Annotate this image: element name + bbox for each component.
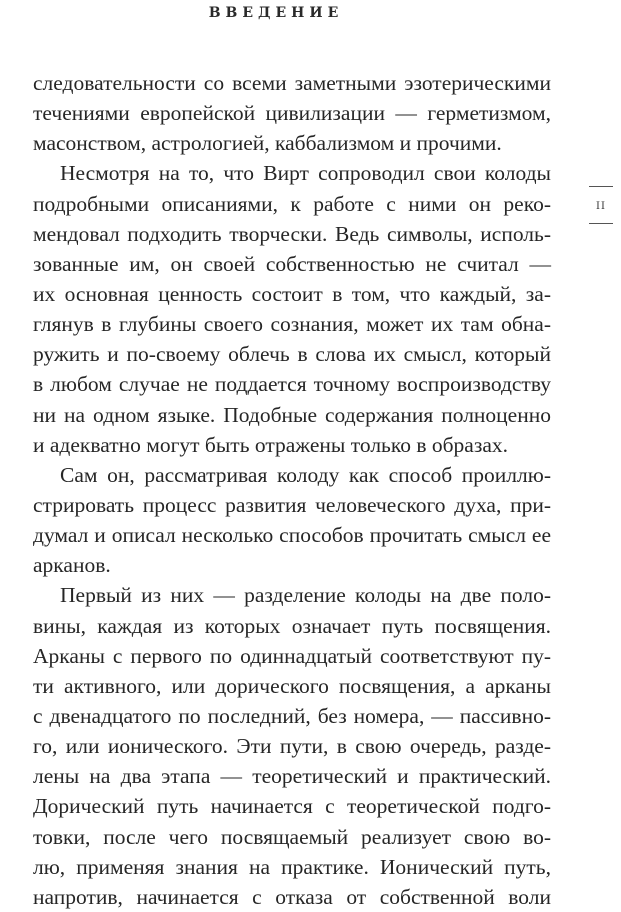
- text-line: глянув в глубины своего сознания, может их там обна-: [33, 312, 551, 337]
- text-line: ти активного, или дорического посвящения, а арканы: [33, 673, 551, 698]
- text-line: напротив, начинается с отказа от собственной воли: [33, 884, 551, 909]
- page-number-rule-bottom: [589, 223, 613, 224]
- text-line: го, или ионического. Эти пути, в свою очередь, разде-: [33, 734, 551, 759]
- running-header: ВВЕДЕНИЕ: [208, 5, 344, 21]
- text-line: следовательности со всеми заметными эзотерическими: [33, 71, 551, 95]
- text-line: лены на два этапа — теоретический и практический.: [33, 764, 551, 789]
- text-line: и адекватно могут быть отражены только в образах.: [33, 432, 509, 457]
- text-line: их основная ценность состоит в том, что каждый, за-: [33, 281, 551, 306]
- text-line: Арканы с первого по одиннадцатый соответствуют пу-: [33, 643, 551, 668]
- body-text: [33, 68, 551, 912]
- page-number: ii: [596, 197, 606, 213]
- text-line: Дорический путь начинается с теоретической подго-: [33, 794, 551, 819]
- text-line: с двенадцатого по последний, без номера, — пассивно-: [33, 703, 551, 728]
- text-line: Несмотря на то, что Вирт сопроводил свои колоды: [60, 161, 551, 186]
- text-line: в любом случае не поддается точному воспроизводству: [33, 372, 551, 397]
- text-line: Первый из них — разделение колоды на две поло-: [60, 583, 551, 608]
- text-line: мендовал подходить творчески. Ведь символы, исполь-: [33, 221, 551, 246]
- text-line: течениями европейской цивилизации — герметизмом,: [33, 101, 551, 126]
- page-number-block: [586, 186, 616, 224]
- text-line: подробными описаниями, к работе с ними он реко-: [33, 191, 551, 216]
- text-line: ни на одном языке. Подобные содержания полноценно: [33, 402, 551, 427]
- text-line: Сам он, рассматривая колоду как способ проиллю-: [60, 462, 551, 487]
- text-line: масонством, астрологией, каббализмом и прочими.: [33, 131, 502, 156]
- text-line: стрировать процесс развития человеческого духа, при-: [33, 492, 551, 517]
- text-line: зованные им, он своей собственностью не считал —: [33, 251, 551, 276]
- text-line: арканов.: [33, 553, 111, 578]
- text-line: вины, каждая из которых означает путь посвящения.: [33, 613, 551, 638]
- text-line: ружить и по-своему облечь в слова их смысл, который: [33, 342, 551, 367]
- page-number-rule-top: [589, 186, 613, 187]
- text-line: лю, применяя знания на практике. Ионический путь,: [33, 854, 551, 879]
- text-line: думал и описал несколько способов прочитать смысл ее: [33, 523, 551, 548]
- text-line: товки, после чего посвящаемый реализует свою во-: [33, 824, 551, 849]
